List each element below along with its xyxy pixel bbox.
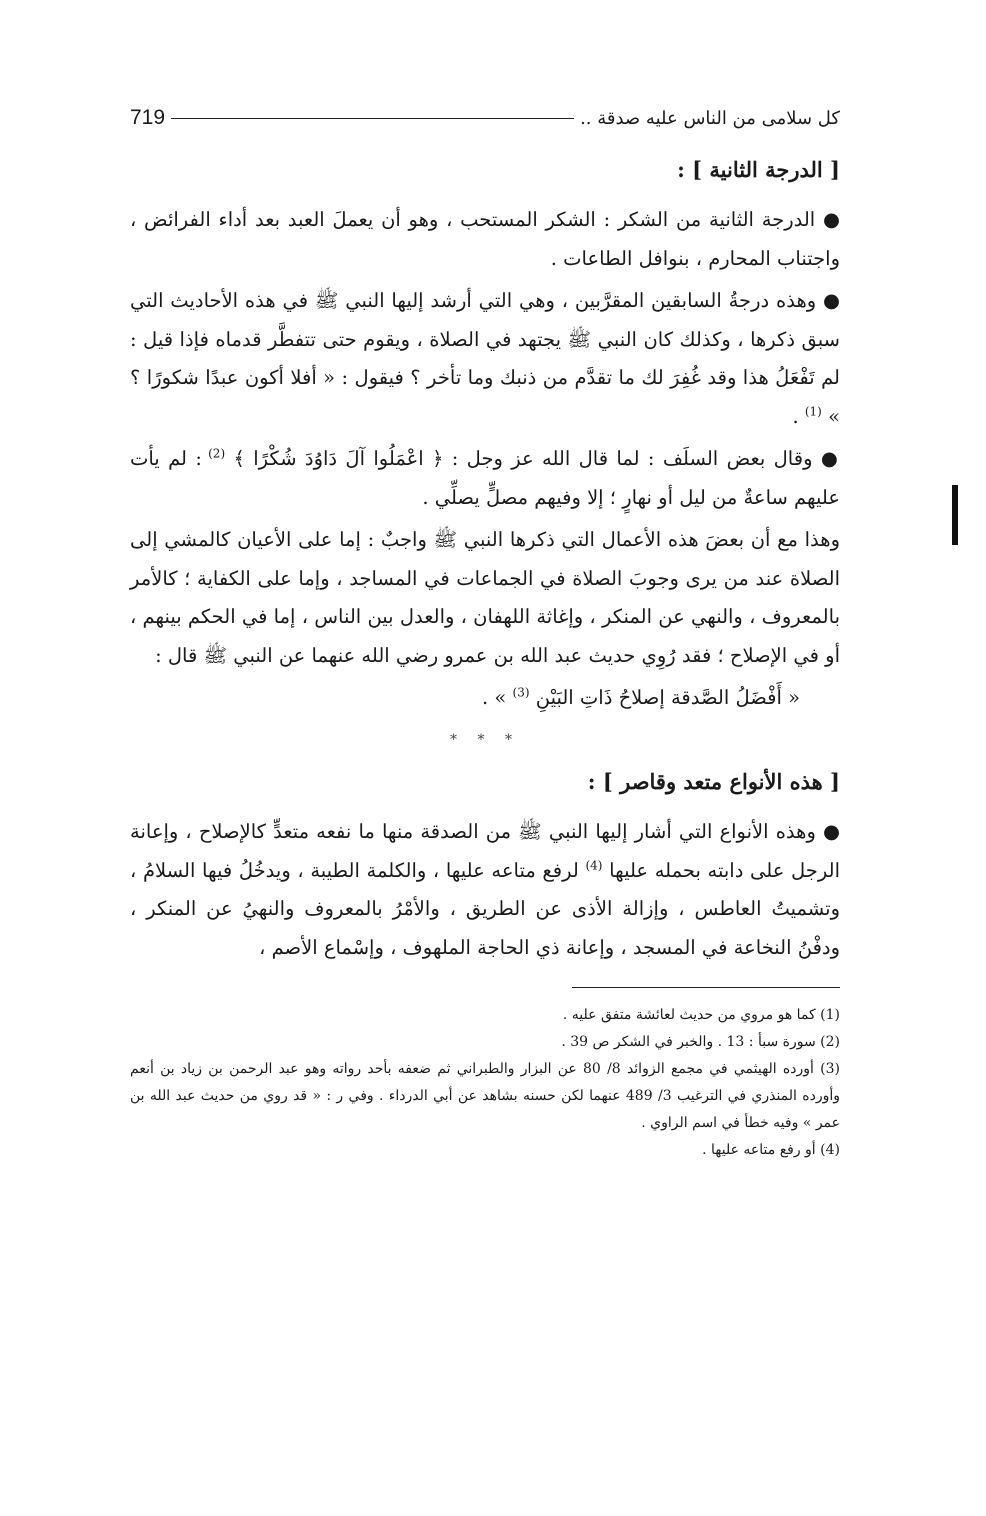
paragraph: ● الدرجة الثانية من الشكر : الشكر المستحب ، وهو أن يعملَ العبد بعد أداء الفرائض ، واجتناب المحارم ، بنوافل الطاعات .	[130, 208, 840, 270]
footnote-ref[interactable]: (2)	[208, 446, 226, 461]
paragraph	[130, 440, 840, 517]
footnote: (3) أورده الهيثمي في مجمع الزوائد 8/ 80 عن البزار والطبراني ثم ضعفه بأحد رواته وهو عبد الرحمن بن زياد بن أنعم وأورده المنذري في الترغيب 3/ 489 عنهما لكن حسنه بشاهد عن أبي الدرداء . وفي ر : « قد روي من حديث عبد الله بن عمر » وفيه خطأ في اسم الراوي .	[130, 1061, 841, 1132]
paragraph-end: .	[792, 404, 805, 428]
footnote-rule	[572, 987, 840, 988]
page-number: 719	[130, 106, 166, 129]
running-header	[130, 100, 840, 136]
footnote-ref[interactable]: (4)	[585, 858, 603, 873]
paragraph	[130, 282, 840, 436]
section-heading-second-degree: [ الدرجة الثانية ] :	[677, 157, 840, 182]
paragraph: وهذا مع أن بعضَ هذه الأعمال التي ذكرها النبي ﷺ واجبٌ : إما على الأعيان كالمشي إلى الصلاة عند من يرى وجوبَ الصلاة في الجماعات في المساجد ، وإما على الكفاية ؛ كالأمر بالمعروف ، والنهي عن المنكر ، وإغاثة اللهفان ، والعدل بين الناس ، إما في الحكم بينهم ، أو في الإصلاح ؛ فقد رُوِي حديث عبد الله بن عمرو رضي الله عنهما عن النبي ﷺ قال :	[130, 528, 840, 667]
hadith-end: » .	[482, 686, 513, 710]
footnotes	[130, 1002, 840, 1164]
paragraph	[130, 813, 840, 967]
footnote: (2) سورة سبأ : 13 . والخبر في الشكر ص 39 .	[561, 1034, 840, 1051]
section-heading-types: [ هذه الأنواع متعد وقاصر ] :	[587, 768, 840, 794]
hadith-quote	[130, 679, 840, 718]
paragraph-text: : لم يأت عليهم ساعةٌ من ليل أو نهارٍ ؛ إلا وفيهم مصلٍّ يصلِّي .	[130, 447, 840, 509]
hadith-text: « أَفْضَلُ الصَّدقة إصلاحُ ذَاتِ البَيْنِ	[535, 686, 800, 710]
footnote-ref[interactable]: (3)	[512, 685, 530, 700]
footnote-ref[interactable]: (1)	[804, 404, 822, 419]
page-body	[130, 100, 840, 1164]
paragraph-text: ● وهذه الأنواع التي أشار إليها النبي ﷺ من الصدقة منها ما نفعه متعدٍّ كالإصلاح ، وإعانة الرجل على دابته بحمله عليها	[130, 820, 840, 882]
paragraph-text: ● وقال بعض السلَف : لما قال الله عز وجل : ﴿ اعْمَلُوا آلَ دَاوُدَ شُكْرًا ﴾	[233, 447, 840, 471]
header-rule	[171, 118, 574, 119]
running-title: كل سلامى من الناس عليه صدقة ..	[580, 107, 840, 129]
paragraph-text: ● وهذه درجةُ السابقين المقرَّبين ، وهي التي أرشد إليها النبي ﷺ في هذه الأحاديث التي سبق ذكرها ، وكذلك كان النبي ﷺ يجتهد في الصلاة ، ويقوم حتى تتفطَّر قدماه فإذا قيل : لم تَفْعَلُ هذا وقد غُفِرَ لك ما تقدَّم من ذنبك وما تأخر ؟ فيقول : « أفلا أكون عبدًا شكورًا ؟ »	[130, 289, 840, 428]
footnote: (1) كما هو مروي من حديث لعائشة متفق عليه .	[562, 1007, 840, 1024]
section-separator: * * *	[450, 731, 520, 748]
paragraph-text: لرفع متاعه عليها ، والكلمة الطيبة ، ويدخُلُ فيها السلامُ ، وتشميتُ العاطس ، وإزالة الأذى عن الطريق ، والأمْرُ بالمعروف والنهيُ عن المنكر ، ودفْنُ النخاعة في المسجد ، وإعانة ذي الحاجة الملهوف ، وإسْماع الأصم ،	[130, 858, 840, 959]
footnote: (4) أو رفع متاعه عليها .	[702, 1142, 840, 1159]
margin-marker-bar	[952, 485, 958, 545]
